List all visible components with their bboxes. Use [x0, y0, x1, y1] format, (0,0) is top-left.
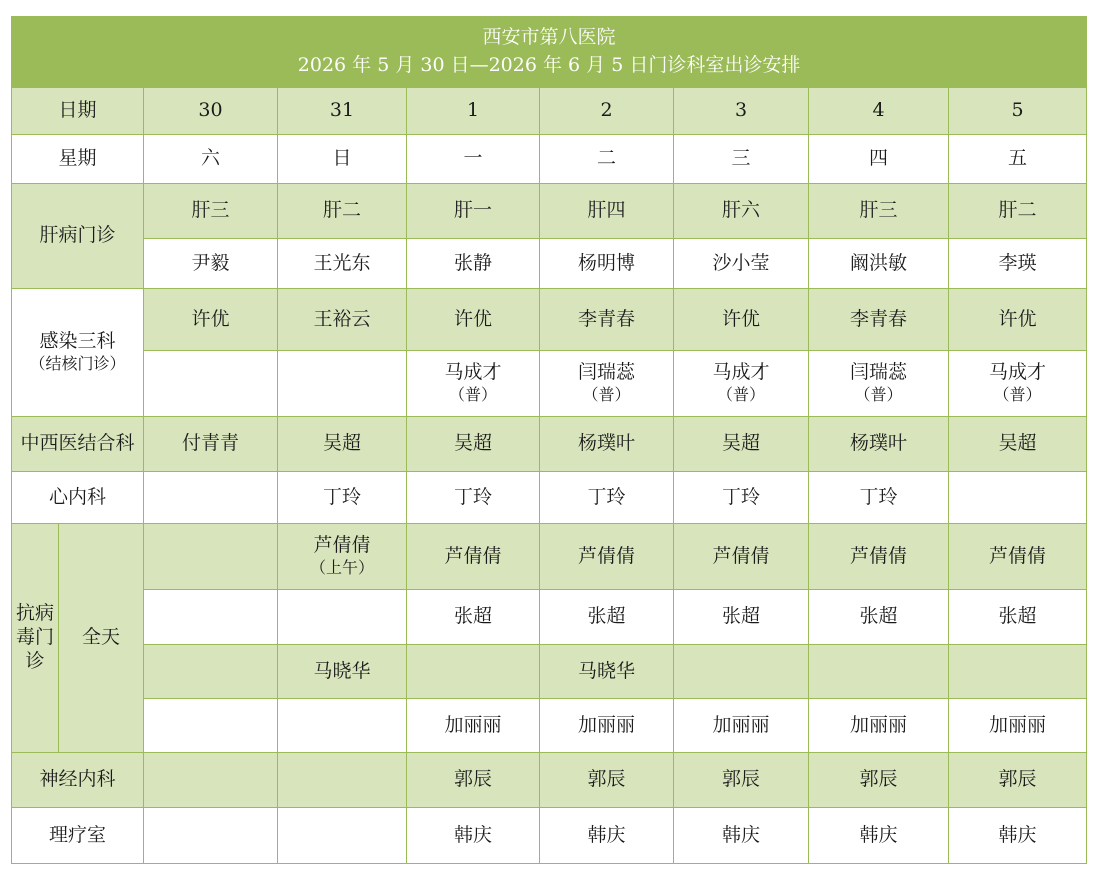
cardio-row	[12, 472, 1087, 524]
general-note: （普）	[582, 384, 631, 404]
doctor-cell	[949, 645, 1087, 699]
doctor-cell: 李青春	[809, 289, 949, 351]
dept-cardio: 心内科	[12, 472, 144, 524]
doctor-cell: 吴超	[278, 417, 407, 472]
doctor-cell: 丁玲	[278, 472, 407, 524]
date-cell: 30	[144, 88, 278, 135]
doctor-cell: 王光东	[278, 239, 407, 289]
general-note: （普）	[854, 384, 903, 404]
doctor-cell: 芦倩倩	[809, 524, 949, 590]
antiviral-row-3	[12, 645, 1087, 699]
weekday-cell: 日	[278, 135, 407, 184]
antiviral-row-1	[12, 524, 1087, 590]
doctor-cell: 阚洪敏	[809, 239, 949, 289]
doctor-cell: 张超	[949, 590, 1087, 645]
schedule-table	[11, 16, 1087, 864]
dept-antiviral-line: 毒门	[15, 626, 54, 649]
doctor-cell: 付青青	[144, 417, 278, 472]
doctor-cell: 加丽丽	[674, 699, 809, 753]
tcm-row	[12, 417, 1087, 472]
doctor-cell	[144, 524, 278, 590]
doctor-cell: 加丽丽	[809, 699, 949, 753]
doctor-cell: 芦倩倩	[407, 524, 540, 590]
doctor-cell: 尹毅	[144, 239, 278, 289]
hospital-name: 西安市第八医院	[482, 26, 616, 49]
doctor-cell: 加丽丽	[949, 699, 1087, 753]
doctor-name: 闫瑞蕊	[849, 361, 907, 384]
doctor-cell: 马晓华	[278, 645, 407, 699]
doctor-cell	[278, 351, 407, 417]
doctor-cell: 李青春	[540, 289, 674, 351]
dept-physio: 理疗室	[12, 808, 144, 864]
doctor-cell	[407, 645, 540, 699]
doctor-cell: 李瑛	[949, 239, 1087, 289]
doctor-cell: 郭辰	[949, 753, 1087, 808]
doctor-cell	[144, 699, 278, 753]
doctor-cell	[407, 351, 540, 417]
doctor-cell: 吴超	[949, 417, 1087, 472]
doctor-cell: 马晓华	[540, 645, 674, 699]
doctor-cell: 丁玲	[674, 472, 809, 524]
general-note: （普）	[716, 384, 765, 404]
room-cell: 肝三	[809, 184, 949, 239]
weekday-cell: 六	[144, 135, 278, 184]
doctor-cell	[949, 351, 1087, 417]
dept-tcm: 中西医结合科	[12, 417, 144, 472]
date-cell: 31	[278, 88, 407, 135]
weekday-cell: 四	[809, 135, 949, 184]
doctor-cell: 张超	[540, 590, 674, 645]
liver-room-row	[12, 184, 1087, 239]
session-all-day: 全天	[59, 524, 144, 753]
doctor-cell: 吴超	[407, 417, 540, 472]
doctor-cell	[540, 351, 674, 417]
doctor-cell: 丁玲	[407, 472, 540, 524]
date-cell: 3	[674, 88, 809, 135]
dept-infection-label: 感染三科	[39, 330, 116, 353]
doctor-cell: 张超	[407, 590, 540, 645]
weekday-row	[12, 135, 1087, 184]
doctor-cell: 许优	[144, 289, 278, 351]
weekday-cell: 一	[407, 135, 540, 184]
room-cell: 肝六	[674, 184, 809, 239]
doctor-cell	[144, 472, 278, 524]
doctor-cell	[144, 590, 278, 645]
doctor-cell: 许优	[949, 289, 1087, 351]
doctor-cell: 郭辰	[674, 753, 809, 808]
doctor-name: 马成才	[712, 361, 770, 384]
room-cell: 肝四	[540, 184, 674, 239]
doctor-cell: 韩庆	[949, 808, 1087, 864]
doctor-cell: 王裕云	[278, 289, 407, 351]
neuro-row	[12, 753, 1087, 808]
doctor-cell	[144, 645, 278, 699]
weekday-cell: 三	[674, 135, 809, 184]
doctor-name: 马成才	[444, 361, 502, 384]
doctor-cell: 韩庆	[809, 808, 949, 864]
doctor-cell: 加丽丽	[540, 699, 674, 753]
doctor-cell: 加丽丽	[407, 699, 540, 753]
doctor-cell: 郭辰	[540, 753, 674, 808]
doctor-cell	[144, 753, 278, 808]
room-cell: 肝一	[407, 184, 540, 239]
dept-neuro: 神经内科	[12, 753, 144, 808]
morning-note: （上午）	[309, 557, 374, 577]
doctor-cell: 韩庆	[540, 808, 674, 864]
dept-infection-sublabel: （结核门诊）	[29, 353, 126, 373]
general-note: （普）	[448, 384, 497, 404]
infection-row-2	[12, 351, 1087, 417]
dept-antiviral-line: 诊	[25, 649, 45, 672]
doctor-cell	[144, 351, 278, 417]
room-cell: 肝二	[278, 184, 407, 239]
page-title	[12, 17, 1087, 88]
doctor-cell: 许优	[674, 289, 809, 351]
doctor-cell	[278, 808, 407, 864]
doctor-cell: 杨璞叶	[809, 417, 949, 472]
general-note: （普）	[993, 384, 1042, 404]
doctor-cell: 张静	[407, 239, 540, 289]
antiviral-row-4	[12, 699, 1087, 753]
date-row	[12, 88, 1087, 135]
doctor-cell: 韩庆	[407, 808, 540, 864]
physio-row	[12, 808, 1087, 864]
doctor-cell	[809, 351, 949, 417]
doctor-cell: 芦倩倩	[540, 524, 674, 590]
doctor-name: 闫瑞蕊	[577, 361, 635, 384]
room-cell: 肝二	[949, 184, 1087, 239]
antiviral-row-2	[12, 590, 1087, 645]
doctor-cell: 沙小莹	[674, 239, 809, 289]
doctor-cell: 杨璞叶	[540, 417, 674, 472]
doctor-cell	[278, 699, 407, 753]
doctor-cell: 许优	[407, 289, 540, 351]
doctor-cell: 芦倩倩	[949, 524, 1087, 590]
schedule-period: 2026 年 5 月 30 日—2026 年 6 月 5 日门诊科室出诊安排	[297, 54, 801, 76]
doctor-cell	[144, 808, 278, 864]
doctor-cell: 韩庆	[674, 808, 809, 864]
dept-infection	[12, 289, 144, 417]
date-cell: 1	[407, 88, 540, 135]
doctor-cell	[278, 753, 407, 808]
doctor-cell	[674, 645, 809, 699]
weekday-label: 星期	[12, 135, 144, 184]
weekday-cell: 二	[540, 135, 674, 184]
dept-antiviral	[12, 524, 59, 753]
date-cell: 5	[949, 88, 1087, 135]
date-cell: 2	[540, 88, 674, 135]
dept-antiviral-line: 抗病	[15, 602, 54, 625]
doctor-cell	[949, 472, 1087, 524]
liver-doctor-row	[12, 239, 1087, 289]
doctor-cell	[809, 645, 949, 699]
date-cell: 4	[809, 88, 949, 135]
doctor-cell: 杨明博	[540, 239, 674, 289]
date-label: 日期	[12, 88, 144, 135]
doctor-name: 芦倩倩	[313, 534, 371, 557]
doctor-cell: 芦倩倩	[674, 524, 809, 590]
infection-row-1	[12, 289, 1087, 351]
doctor-name: 马成才	[989, 361, 1047, 384]
doctor-cell: 张超	[674, 590, 809, 645]
doctor-cell: 丁玲	[809, 472, 949, 524]
room-cell: 肝三	[144, 184, 278, 239]
doctor-cell	[278, 590, 407, 645]
dept-liver: 肝病门诊	[12, 184, 144, 289]
weekday-cell: 五	[949, 135, 1087, 184]
doctor-cell: 张超	[809, 590, 949, 645]
doctor-cell: 吴超	[674, 417, 809, 472]
doctor-cell: 郭辰	[407, 753, 540, 808]
doctor-cell: 郭辰	[809, 753, 949, 808]
doctor-cell	[278, 524, 407, 590]
doctor-cell	[674, 351, 809, 417]
doctor-cell: 丁玲	[540, 472, 674, 524]
